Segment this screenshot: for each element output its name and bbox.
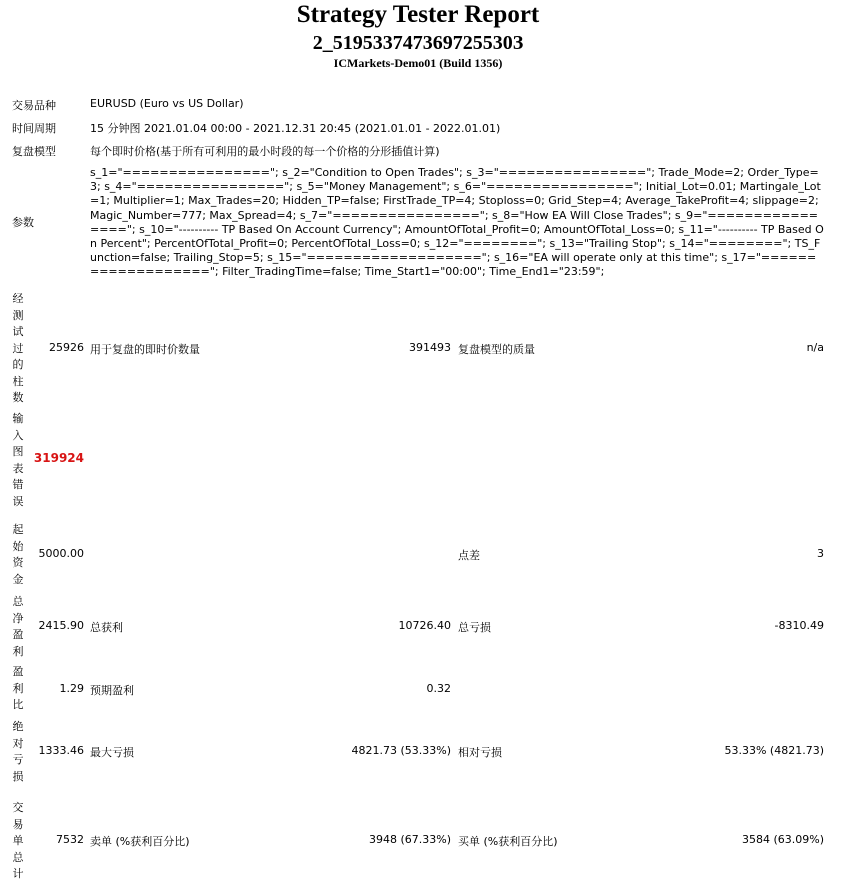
server-build: ICMarkets-Demo01 (Build 1356) [333, 56, 503, 70]
long-positions-label: 买单 (%获利百分比) [458, 835, 558, 848]
model-label: 复盘模型 [12, 145, 56, 158]
gross-loss-label: 总亏损 [458, 621, 491, 634]
period-label: 时间周期 [12, 122, 56, 135]
total-trades-value: 7532 [56, 833, 84, 846]
params-label: 参数 [12, 216, 34, 229]
spread-label: 点差 [458, 549, 480, 562]
short-positions-value: 3948 (67.33%) [368, 833, 451, 846]
bars-value: 25926 [49, 341, 84, 354]
deposit-value: 5000.00 [38, 547, 84, 560]
gross-loss-value: -8310.49 [774, 619, 824, 632]
rel-drawdown-value: 53.33% (4821.73) [724, 744, 824, 757]
profit-factor-label: 盈 利 比 [12, 665, 24, 711]
expected-payoff-label: 预期盈利 [90, 684, 134, 697]
ticks-label: 用于复盘的即时价数量 [90, 343, 200, 356]
rel-drawdown-label: 相对亏损 [458, 746, 502, 759]
profit-factor-value: 1.29 [59, 682, 84, 695]
report-title: Strategy Tester Report [296, 1, 540, 28]
max-drawdown-value: 4821.73 (53.33%) [351, 744, 451, 757]
short-positions-label: 卖单 (%获利百分比) [90, 835, 190, 848]
deposit-label: 起 始 资 金 [12, 523, 24, 586]
expected-payoff-value: 0.32 [426, 682, 451, 695]
max-drawdown-label: 最大亏损 [90, 746, 134, 759]
bars-label: 经 测 试 过 的 柱 数 [12, 292, 24, 404]
params-value: s_1="================"; s_2="Condition to Open Trades"; s_3="================"; Trade_Mode=2; Order_Type=3; s_4="================"; s_5="Money Management"; s_6="================"; Initial_Lot=0.01; Martingale_Lot=1; Multiplier=1; Max_Trades=20; Hidden_TP=false; FirstTrade_TP=4; Stoploss=0; Grid_Step=4; Average_TakeProfit=4; slippage=2; Magic_Number=777; Max_Spread=4; s_7="================"; s_8="How EA Will Close Trades"; s_9="================"; s_10="---------- TP Based On Account Currency"; AmountOfTotal_Profit=0; AmountOfTotal_Loss=0; s_11="---------- TP Based On Percent"; PercentOfTotal_Profit=0; PercentOfTotal_Loss=0; s_12="========"; s_13="Trailing Stop"; s_14="========"; TS_Function=false; Trailing_Stop=5; s_15="==================="; s_16="EA will operate only at this time"; s_17="==================="; Filter_TradingTime=false; Time_Start1="00:00"; Time_End1="23:59"; [90, 166, 824, 279]
spread-value: 3 [817, 547, 824, 560]
net-profit-label: 总 净 盈 利 [12, 595, 24, 658]
model-value: 每个即时价格(基于所有可利用的最小时段的每一个价格的分形插值计算) [90, 145, 440, 158]
errors-label: 输 入 图 表 错 误 [12, 412, 24, 508]
quality-label: 复盘模型的质量 [458, 343, 535, 356]
gross-profit-label: 总获利 [90, 621, 123, 634]
abs-drawdown-value: 1333.46 [38, 744, 84, 757]
quality-value: n/a [806, 341, 824, 354]
gross-profit-value: 10726.40 [398, 619, 451, 632]
abs-drawdown-label: 绝 对 亏 损 [12, 720, 24, 783]
net-profit-value: 2415.90 [38, 619, 84, 632]
ticks-value: 391493 [409, 341, 451, 354]
errors-value: 319924 [33, 451, 84, 465]
total-trades-label: 交 易 单 总 计 [12, 801, 24, 880]
symbol-label: 交易品种 [12, 99, 56, 112]
symbol-value: EURUSD (Euro vs US Dollar) [90, 97, 244, 110]
period-value: 15 分钟图 2021.01.04 00:00 - 2021.12.31 20:45 (2021.01.01 - 2022.01.01) [90, 122, 501, 135]
report-id: 2_519533747369725530З [312, 32, 524, 54]
long-positions-value: 3584 (63.09%) [741, 833, 824, 846]
